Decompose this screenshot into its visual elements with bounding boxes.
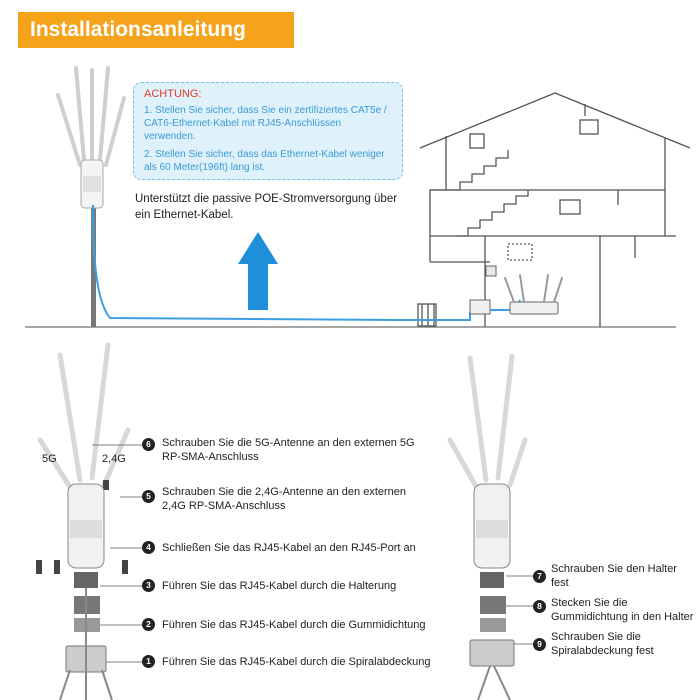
step-text-1: Führen Sie das RJ45-Kabel durch die Spiralabdeckung [162,656,431,668]
step-text-2: Führen Sie das RJ45-Kabel durch die Gummidichtung [162,619,426,631]
step-badge-8: 8 [533,600,546,613]
right-assembly-illustration [450,356,533,700]
warning-item-2: 2. Stellen Sie sicher, dass das Ethernet-Kabel weniger als 60 Meter(196ft) lang ist. [144,149,385,173]
antenna-label-24g: 2,4G [102,453,126,465]
step-badge-6: 6 [142,438,155,451]
warning-item-1: 1. Stellen Sie sicher, dass Sie ein zertifiziertes CAT5e / CAT6-Ethernet-Kabel mit RJ45-Anschlüssen verwenden. [144,105,387,142]
step-badge-1: 1 [142,655,155,668]
warning-box [133,82,403,180]
step-badge-4: 4 [142,541,155,554]
step-badge-2: 2 [142,618,155,631]
step-text-9: Schrauben Sie die Spiralabdeckung fest [551,631,654,657]
step-text-5: Schrauben Sie die 2,4G-Antenne an den externen 2,4G RP-SMA-Anschluss [162,486,407,512]
step-text-3: Führen Sie das RJ45-Kabel durch die Halterung [162,580,397,592]
step-badge-3: 3 [142,579,155,592]
step-text-8: Stecken Sie die Gummidichtung in den Halter [551,597,694,623]
poe-note: Unterstützt die passive POE-Stromversorgung über ein Ethernet-Kabel. [135,193,398,221]
step-badge-7: 7 [533,570,546,583]
antenna-label-5g: 5G [42,453,57,465]
step-text-4: Schließen Sie das RJ45-Kabel an den RJ45-Port an [162,542,416,554]
step-badge-5: 5 [142,490,155,503]
warning-heading: ACHTUNG: [144,88,202,100]
step-text-7: Schrauben Sie den Halter fest [551,563,677,589]
page-title: Installationsanleitung [30,18,246,41]
house-illustration [418,93,690,327]
indoor-router-illustration [400,266,562,320]
up-arrow-icon [238,232,278,310]
step-badge-9: 9 [533,638,546,651]
left-assembly-illustration [36,345,142,700]
step-text-6: Schrauben Sie die 5G-Antenne an den externen 5G RP-SMA-Anschluss [162,437,415,463]
